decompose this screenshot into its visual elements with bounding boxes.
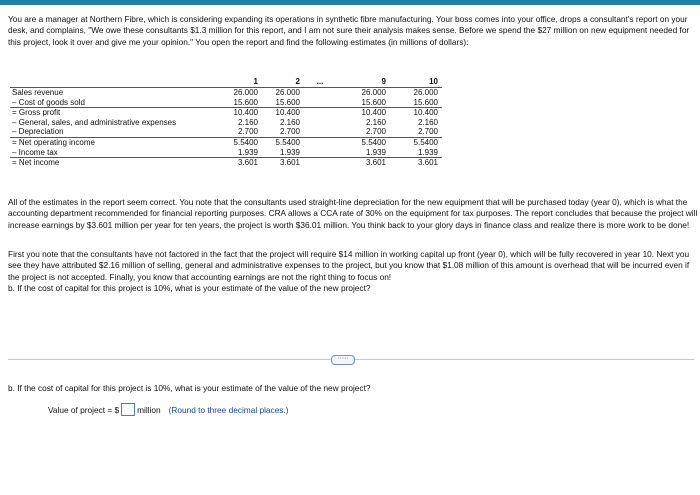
cell-value — [304, 118, 336, 128]
cell-value: 1.939 — [390, 148, 442, 158]
cell-value: 5.5400 — [233, 137, 258, 147]
cell-value: 10.400 — [361, 108, 386, 118]
table-row — [10, 137, 442, 147]
year-header: 2 — [262, 76, 304, 88]
answer-row — [48, 403, 289, 416]
cell-value: 3.601 — [365, 158, 386, 168]
row-label: = Net income — [12, 158, 60, 168]
cell-value: 2.160 — [237, 117, 258, 127]
row-label: – Income tax — [10, 148, 220, 158]
cell-value: 2.160 — [365, 117, 386, 127]
cell-value — [304, 88, 336, 98]
analysis-paragraph: All of the estimates in the report seem correct. You note that the consultants used straight-line depreciation for the new equipment that will be purchased today (year 0), which is what the accounting department recommended for financial reporting purposes. CRA allows a CCA rate of 30% on the equipment for tax purposes. The report concludes that because the project will increase earnings by $3.601 million per year for ten years, the project is worth $36.01 million. You think back to your glory days in finance class and realize there is more work to be done! — [8, 197, 698, 230]
problem-intro — [8, 14, 694, 48]
cell-value: 10.400 — [413, 108, 438, 118]
cell-value: 2.160 — [279, 117, 300, 127]
cell-value: 26.000 — [275, 88, 300, 97]
row-label: = Gross profit — [12, 108, 61, 118]
cell-value: 10.400 — [233, 108, 258, 118]
cell-value: 10.400 — [275, 108, 300, 118]
cell-value: 3.601 — [417, 158, 438, 168]
rounding-hint: (Round to three decimal places.) — [168, 404, 289, 415]
row-label: – General, sales, and administrative expenses — [12, 117, 177, 127]
cell-value — [304, 158, 336, 168]
table-row — [10, 127, 442, 137]
year-header: 10 — [390, 76, 442, 88]
table-row — [10, 118, 442, 128]
header-label-cell — [10, 76, 220, 88]
cell-value: 2.700 — [390, 127, 442, 137]
question-bottom: b. If the cost of capital for this project is 10%, what is your estimate of the value of the new project? — [8, 383, 371, 393]
cell-value: 26.000 — [413, 88, 438, 97]
row-label: Sales revenue — [12, 88, 64, 97]
cell-value — [304, 148, 336, 158]
cell-value: 26.000 — [233, 88, 258, 97]
cell-value: 15.600 — [262, 98, 304, 108]
table-row — [10, 148, 442, 158]
cell-value: 2.700 — [336, 127, 390, 137]
answer-unit: million — [137, 404, 161, 415]
cell-value — [304, 98, 336, 108]
table-row — [10, 98, 442, 108]
cell-value — [304, 108, 336, 118]
table-row — [10, 88, 442, 98]
top-accent-bar — [0, 0, 700, 5]
table-row — [10, 158, 442, 168]
cell-value: 5.5400 — [413, 137, 438, 147]
adjustments-paragraph: First you note that the consultants have not factored in the fact that the project will require $14 million in working capital up front (year 0), which will be fully recovered in year 10. Next you see they have attributed $2.16 million of selling, general and administrative expenses to the project, but you know that $1.08 million of this amount is overhead that will be incurred even if the project is not accepted. Finally, you know that accounting earnings are not the right thing to focus on! — [8, 249, 690, 282]
cell-value: 3.601 — [279, 158, 300, 168]
question-top: b. If the cost of capital for this project is 10%, what is your estimate of the value of the new project? — [8, 283, 371, 293]
year-header: 9 — [336, 76, 390, 88]
cell-value: 1.939 — [336, 148, 390, 158]
row-label: = Net operating income — [12, 137, 95, 147]
cell-value: 5.5400 — [361, 137, 386, 147]
cell-value — [304, 137, 336, 147]
year-header-ellipsis: ... — [304, 76, 336, 88]
cell-value: 2.700 — [262, 127, 304, 137]
answer-prefix: Value of project = $ — [48, 404, 120, 415]
cell-value: 5.5400 — [275, 137, 300, 147]
cell-value: 15.600 — [220, 98, 262, 108]
estimates-table — [10, 76, 442, 168]
cell-value: 26.000 — [361, 88, 386, 97]
intro-paragraph: You are a manager at Northern Fibre, which is considering expanding its operations in synthetic fibre manufacturing. Your boss comes into your office, drops a consultant's report on your desk, and complains, "We owe these consultants $1.3 million for this report, and I am not sure their analysis makes sense. Before we spend the $27 million on new equipment needed for this project, look it over and give me your opinion." You open the report and find the following estimates (in millions of dollars): — [8, 14, 690, 47]
table-row — [10, 108, 442, 118]
cell-value: 1.939 — [262, 148, 304, 158]
show-more-button[interactable]: ····· — [331, 355, 355, 365]
row-label: – Cost of goods sold — [10, 98, 220, 108]
cell-value: 15.600 — [390, 98, 442, 108]
table-header-row — [10, 76, 442, 88]
year-header: 1 — [220, 76, 262, 88]
cell-value: 15.600 — [336, 98, 390, 108]
cell-value: 3.601 — [237, 158, 258, 168]
cell-value: 1.939 — [220, 148, 262, 158]
project-value-input[interactable] — [121, 403, 135, 416]
cell-value: 2.700 — [220, 127, 262, 137]
row-label: – Depreciation — [10, 127, 220, 137]
cell-value — [304, 127, 336, 137]
cell-value: 2.160 — [417, 117, 438, 127]
